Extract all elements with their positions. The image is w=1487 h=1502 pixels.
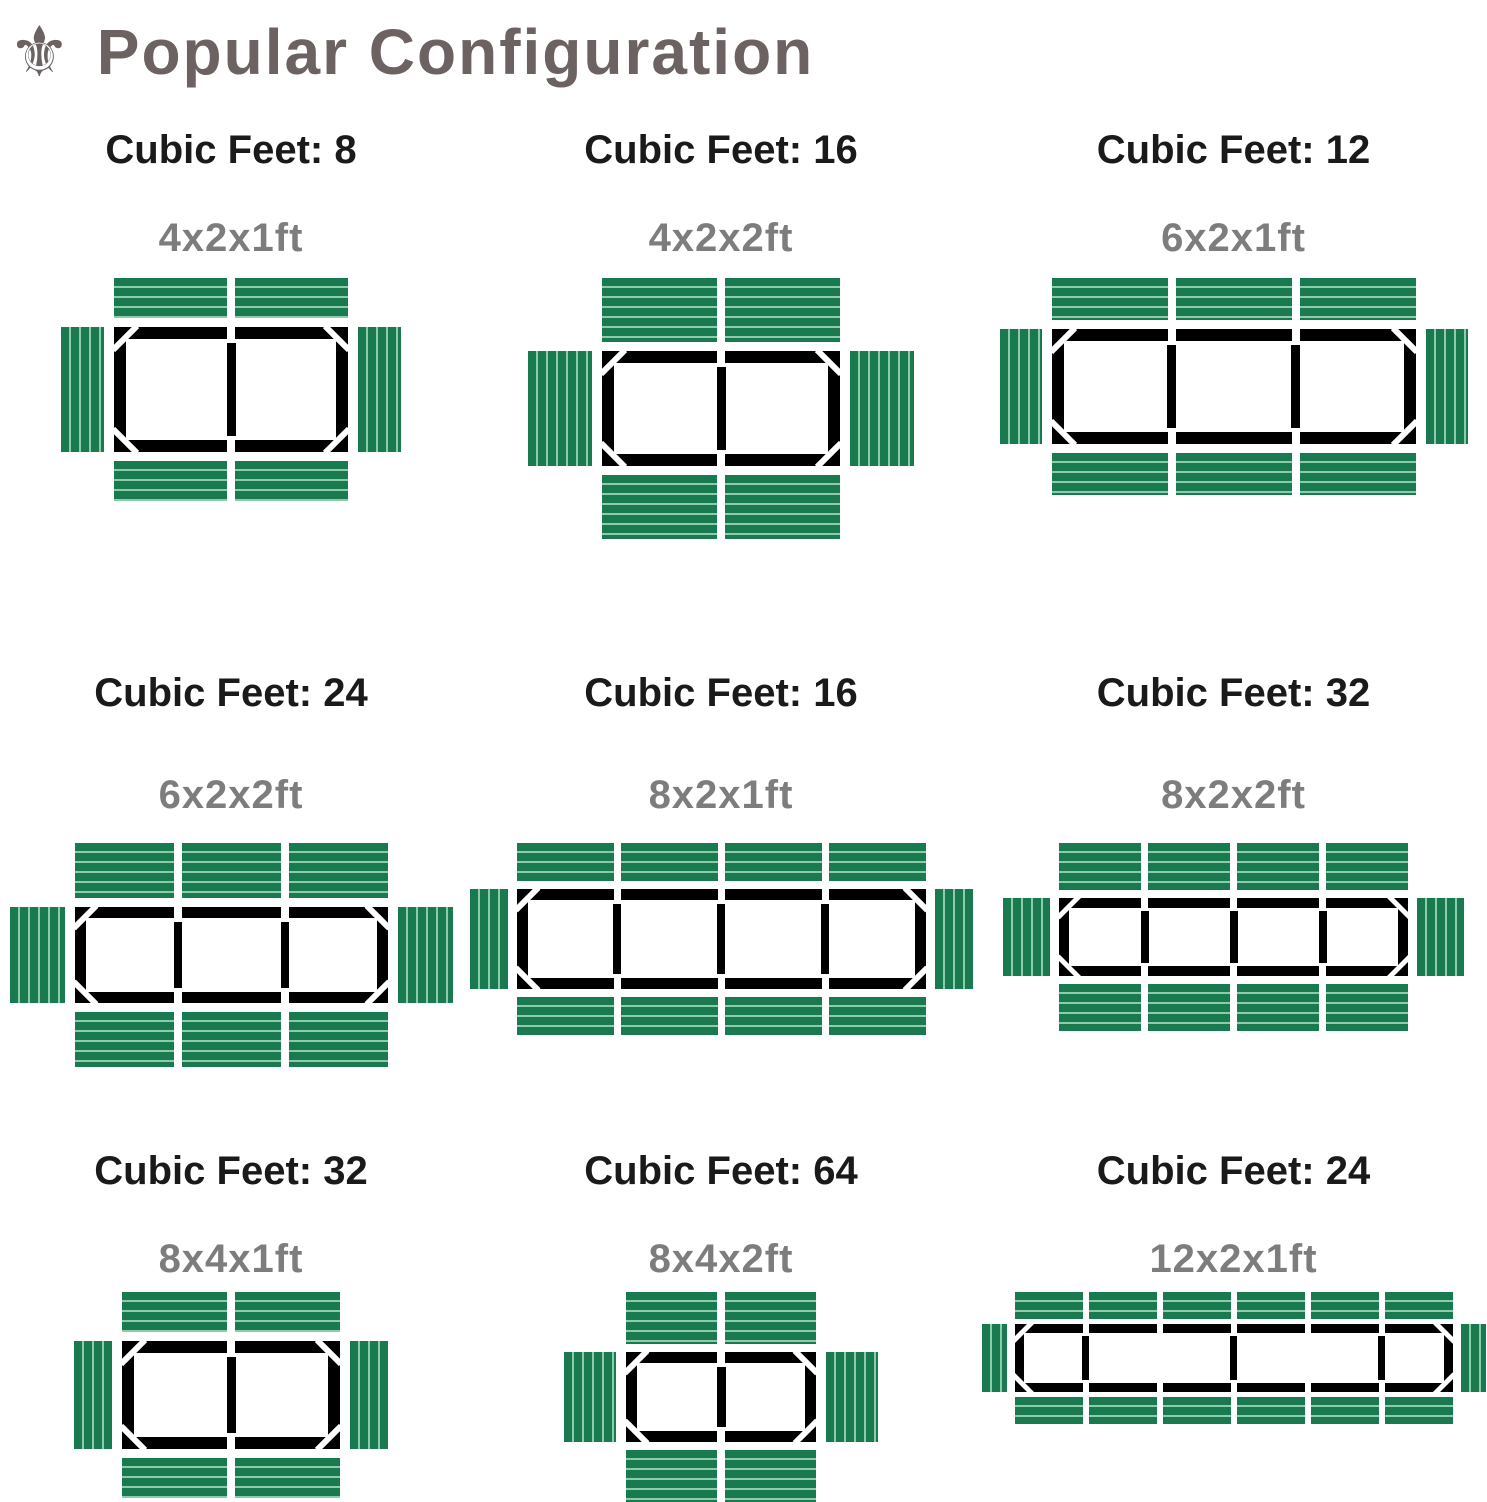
dimension-label: 8x2x2ft (1161, 773, 1306, 817)
cubic-feet-label: Cubic Feet: 8 (105, 128, 357, 172)
wall-panel-top (1015, 1292, 1083, 1319)
cell-divider (227, 343, 236, 436)
wall-panel-bottom (725, 1450, 816, 1502)
wall-panel-top (289, 843, 388, 898)
wall-panel-right (1461, 1324, 1486, 1392)
frame-segment-gap (1379, 1324, 1385, 1333)
cell-divider (1230, 911, 1238, 963)
frame-segment-gap (1230, 966, 1237, 976)
frame-segment-gap (717, 1431, 725, 1442)
config-card (74, 1151, 388, 1498)
wall-panel-bottom (1059, 984, 1141, 1031)
bed-diagram (1003, 843, 1464, 1031)
bed-diagram (10, 843, 453, 1067)
frame-segment-gap (1168, 432, 1176, 444)
dimension-label: 12x2x1ft (1149, 1237, 1318, 1281)
frame-segment-gap (614, 978, 621, 989)
wall-panel-bottom (122, 1458, 227, 1498)
wall-panel-bottom (829, 997, 926, 1035)
wall-panel-bottom (626, 1450, 717, 1502)
wall-panel-right (850, 351, 914, 466)
frame-segment-gap (1292, 432, 1300, 444)
frame-segment-gap (227, 1341, 235, 1353)
wall-panel-top (1059, 843, 1141, 890)
wall-panel-bottom (517, 997, 614, 1035)
cell-divider (613, 904, 621, 974)
bed-frame (517, 889, 926, 989)
bed-diagram (470, 843, 973, 1035)
bed-frame (1015, 1324, 1453, 1392)
cubic-feet-label: Cubic Feet: 32 (94, 1149, 368, 1193)
wall-panel-left (10, 907, 65, 1003)
wall-panel-bottom (1237, 984, 1319, 1031)
wall-panel-bottom (1052, 453, 1168, 495)
frame-segment-gap (227, 440, 235, 452)
cubic-feet-label: Cubic Feet: 64 (584, 1149, 858, 1193)
frame-segment-gap (281, 992, 289, 1003)
wall-panel-top (829, 843, 926, 881)
config-card (10, 673, 453, 1067)
cell-divider (821, 904, 829, 974)
bed-diagram (1000, 278, 1468, 495)
configuration-grid (0, 98, 1487, 1502)
wall-panel-top (122, 1292, 227, 1332)
frame-segment-gap (174, 992, 182, 1003)
wall-panel-top (626, 1292, 717, 1344)
cubic-feet-label: Cubic Feet: 24 (1096, 1149, 1371, 1193)
wall-panel-right (350, 1341, 388, 1449)
wall-panel-left (74, 1341, 112, 1449)
wall-panel-bottom (1326, 984, 1408, 1031)
wall-panel-top (235, 1292, 340, 1332)
frame-segment-gap (1230, 898, 1237, 908)
wall-panel-top (1089, 1292, 1157, 1319)
wall-panel-top (1163, 1292, 1231, 1319)
frame-segment-gap (1231, 1383, 1237, 1392)
wall-panel-bottom (1089, 1397, 1157, 1424)
wall-panel-bottom (1015, 1397, 1083, 1424)
cell-divider (1230, 1336, 1237, 1380)
cubic-feet-label: Cubic Feet: 32 (1096, 671, 1371, 715)
cell-divider (227, 1357, 236, 1433)
wall-panel-top (725, 843, 822, 881)
frame-segment-gap (1319, 966, 1326, 976)
config-card (528, 130, 914, 539)
dimension-label: 8x4x1ft (158, 1237, 304, 1281)
wall-panel-top (602, 278, 717, 342)
frame-segment-gap (614, 889, 621, 900)
config-card (982, 1151, 1486, 1424)
frame-segment-gap (822, 978, 829, 989)
wall-panel-bottom (114, 461, 227, 501)
frame-segment-gap (717, 454, 725, 466)
frame-segment-gap (1305, 1383, 1311, 1392)
cell-divider (1082, 1336, 1089, 1380)
cubic-feet-label: Cubic Feet: 16 (584, 671, 858, 715)
cell-divider (1291, 345, 1300, 428)
wall-panel-right (1426, 329, 1468, 444)
bed-diagram (982, 1292, 1486, 1424)
wall-panel-top (1311, 1292, 1379, 1319)
cell-divider (717, 904, 725, 974)
frame-top-bar (1052, 329, 1416, 341)
frame-bottom-bar (75, 992, 388, 1003)
wall-panel-bottom (725, 997, 822, 1035)
wall-panel-top (235, 278, 348, 318)
cell-divider (1167, 345, 1176, 428)
frame-segment-gap (1168, 329, 1176, 341)
bed-frame (626, 1352, 816, 1442)
cell-divider (281, 922, 289, 988)
wall-panel-right (358, 327, 401, 452)
wall-panel-top (182, 843, 281, 898)
wall-panel-bottom (1237, 1397, 1305, 1424)
wall-panel-bottom (1385, 1397, 1453, 1424)
frame-segment-gap (1157, 1383, 1163, 1392)
wall-panel-bottom (725, 475, 840, 539)
cell-divider (717, 367, 726, 450)
frame-top-bar (75, 907, 388, 918)
bed-diagram (528, 278, 914, 539)
bed-frame (122, 1341, 340, 1449)
wall-panel-top (1052, 278, 1168, 320)
wall-panel-top (114, 278, 227, 318)
cell-divider (1378, 1336, 1385, 1380)
wall-panel-left (470, 889, 508, 989)
wall-panel-bottom (235, 461, 348, 501)
wall-panel-top (1148, 843, 1230, 890)
wall-panel-top (725, 278, 840, 342)
wall-panel-right (398, 907, 453, 1003)
frame-bottom-bar (1052, 432, 1416, 444)
wall-panel-bottom (182, 1012, 281, 1067)
cubic-feet-label: Cubic Feet: 12 (1096, 128, 1371, 172)
dimension-label: 8x4x2ft (648, 1237, 794, 1281)
wall-panel-left (528, 351, 592, 466)
wall-panel-bottom (602, 475, 717, 539)
bed-diagram (61, 278, 401, 501)
wall-panel-left (1003, 898, 1050, 976)
wall-panel-bottom (1163, 1397, 1231, 1424)
config-card (61, 130, 401, 501)
bed-frame (114, 327, 348, 452)
frame-segment-gap (717, 351, 725, 363)
frame-segment-gap (1292, 329, 1300, 341)
config-card (1003, 673, 1464, 1031)
dimension-label: 6x2x1ft (1161, 216, 1306, 260)
wall-panel-bottom (621, 997, 718, 1035)
wall-panel-top (725, 1292, 816, 1344)
frame-segment-gap (174, 907, 182, 918)
cell-divider (174, 922, 182, 988)
frame-segment-gap (1141, 898, 1148, 908)
cell-divider (1319, 911, 1327, 963)
wall-panel-right (1417, 898, 1464, 976)
frame-segment-gap (281, 907, 289, 918)
bed-frame (602, 351, 840, 466)
config-card (564, 1151, 878, 1502)
wall-panel-top (1237, 1292, 1305, 1319)
frame-segment-gap (717, 1352, 725, 1363)
wall-panel-top (1176, 278, 1292, 320)
wall-panel-right (935, 889, 973, 989)
dimension-label: 4x2x1ft (158, 216, 304, 260)
wall-panel-top (1326, 843, 1408, 890)
cubic-feet-label: Cubic Feet: 16 (584, 128, 858, 172)
wall-panel-bottom (1300, 453, 1416, 495)
frame-segment-gap (1379, 1383, 1385, 1392)
wall-panel-right (826, 1352, 878, 1442)
frame-segment-gap (1319, 898, 1326, 908)
wall-panel-top (1385, 1292, 1453, 1319)
page-title: Popular Configuration (96, 16, 815, 88)
frame-segment-gap (227, 1437, 235, 1449)
wall-panel-top (1237, 843, 1319, 890)
wall-panel-top (1300, 278, 1416, 320)
wall-panel-top (517, 843, 614, 881)
bed-frame (75, 907, 388, 1003)
bed-frame (1052, 329, 1416, 444)
frame-segment-gap (718, 889, 725, 900)
frame-segment-gap (822, 889, 829, 900)
dimension-label: 8x2x1ft (648, 773, 794, 817)
frame-segment-gap (1083, 1324, 1089, 1333)
wall-panel-bottom (235, 1458, 340, 1498)
wall-panel-bottom (289, 1012, 388, 1067)
dimension-label: 6x2x2ft (158, 773, 304, 817)
fleur-de-lis-icon: ⚜ (8, 13, 71, 91)
dimension-label: 4x2x2ft (648, 216, 794, 260)
cubic-feet-label: Cubic Feet: 24 (94, 671, 368, 715)
frame-segment-gap (1141, 966, 1148, 976)
wall-panel-bottom (1148, 984, 1230, 1031)
bed-frame (1059, 898, 1408, 976)
wall-panel-bottom (75, 1012, 174, 1067)
wall-panel-left (564, 1352, 616, 1442)
config-card (470, 673, 973, 1035)
cell-divider (717, 1367, 726, 1427)
wall-panel-top (75, 843, 174, 898)
frame-segment-gap (1157, 1324, 1163, 1333)
cell-divider (1141, 911, 1149, 963)
frame-segment-gap (227, 327, 235, 339)
wall-panel-left (982, 1324, 1007, 1392)
frame-segment-gap (1305, 1324, 1311, 1333)
frame-segment-gap (1231, 1324, 1237, 1333)
frame-segment-gap (1083, 1383, 1089, 1392)
wall-panel-left (1000, 329, 1042, 444)
config-card (1000, 130, 1468, 495)
bed-diagram (564, 1292, 878, 1502)
bed-diagram (74, 1292, 388, 1498)
wall-panel-bottom (1311, 1397, 1379, 1424)
wall-panel-left (61, 327, 104, 452)
wall-panel-bottom (1176, 453, 1292, 495)
header (0, 0, 1487, 98)
wall-panel-top (621, 843, 718, 881)
frame-segment-gap (718, 978, 725, 989)
